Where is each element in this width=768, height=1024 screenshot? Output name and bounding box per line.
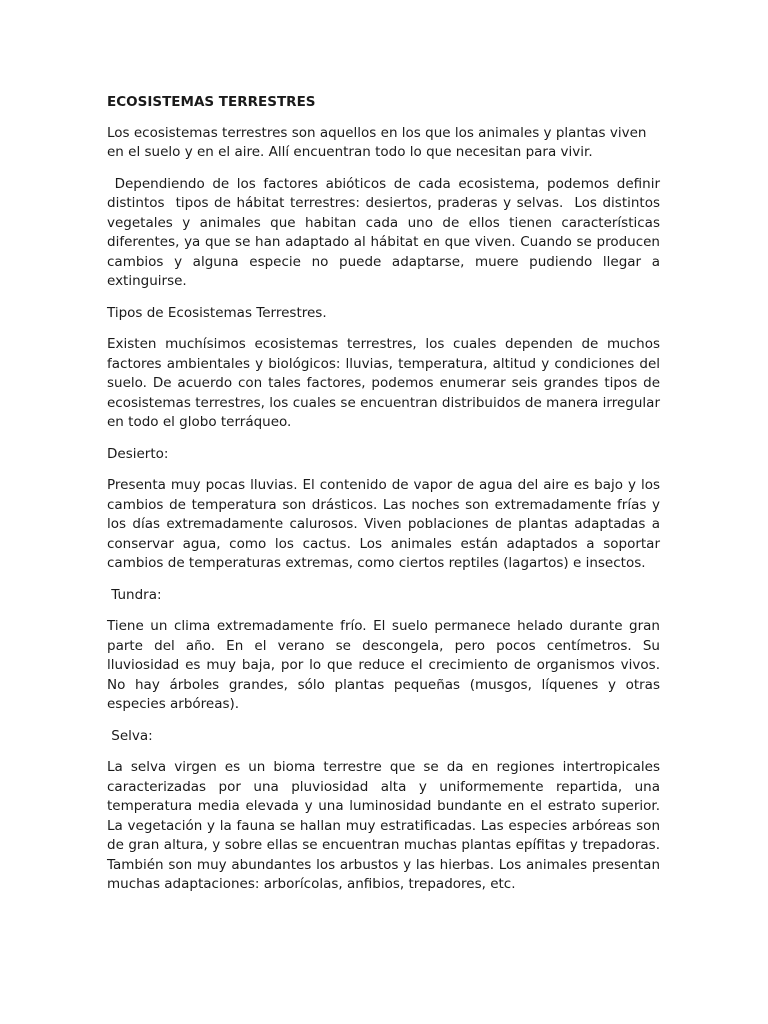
desert-paragraph: Presenta muy pocas lluvias. El contenido de vapor de agua del aire es bajo y los cambios de temperatura son drásticos. Las noches son extremadamente frías y los días extremadamente calurosos. Viven poblaciones de plantas adaptadas a conservar agua, como los cactus. Los animales están adaptados a soportar cambios de temperaturas extremas, como ciertos reptiles (lagartos) e insectos. <box>107 477 660 571</box>
selva-paragraph: La selva virgen es un bioma terrestre que se da en regiones intertropicales caracterizadas por una pluviosidad alta y uniformemente repartida, una temperatura media elevada y una luminosidad bundante en el estrato superior. La vegetación y la fauna se hallan muy estratificadas. Las especies arbóreas son de gran altura, y sobre ellas se encuentran muchas plantas epífitas y trepadoras. También son muy abundantes los arbustos y las hierbas. Los animales presentan muchas adaptaciones: arborícolas, anfibios, trepadores, etc. <box>107 759 660 892</box>
document-title: ECOSISTEMAS TERRESTRES <box>107 94 316 110</box>
selva-heading: Selva: <box>107 727 153 744</box>
intro-paragraph: Los ecosistemas terrestres son aquellos en los que los animales y plantas viven en el suelo y en el aire. Allí encuentran todo lo que necesitan para vivir. <box>107 124 647 160</box>
document-page <box>107 93 669 907</box>
desert-heading: Desierto: <box>107 445 169 462</box>
tundra-heading: Tundra: <box>107 586 162 603</box>
types-paragraph: Existen muchísimos ecosistemas terrestres, los cuales dependen de muchos factores ambientales y biológicos: lluvias, temperatura, altitud y condiciones del suelo. De acuerdo con tales factores, podemos enumerar seis grandes tipos de ecosistemas terrestres, los cuales se encuentran distribuidos de manera irregular en todo el globo terráqueo. <box>107 336 660 430</box>
factors-paragraph: Dependiendo de los factores abióticos de cada ecosistema, podemos definir distintos tipos de hábitat terrestres: desiertos, praderas y selvas. Los distintos vegetales y animales que habitan cada uno de ellos tienen características diferentes, ya que se han adaptado al hábitat en que viven. Cuando se producen cambios y alguna especie no puede adaptarse, muere pudiendo llegar a extinguirse. <box>107 175 669 289</box>
tundra-paragraph: Tiene un clima extremadamente frío. El suelo permanece helado durante gran parte del año. En el verano se descongela, pero pocos centímetros. Su lluviosidad es muy baja, por lo que reduce el crecimiento de organismos vivos. No hay árboles grandes, sólo plantas pequeñas (musgos, líquenes y otras especies arbóreas). <box>107 618 660 712</box>
types-heading: Tipos de Ecosistemas Terrestres. <box>107 304 327 321</box>
